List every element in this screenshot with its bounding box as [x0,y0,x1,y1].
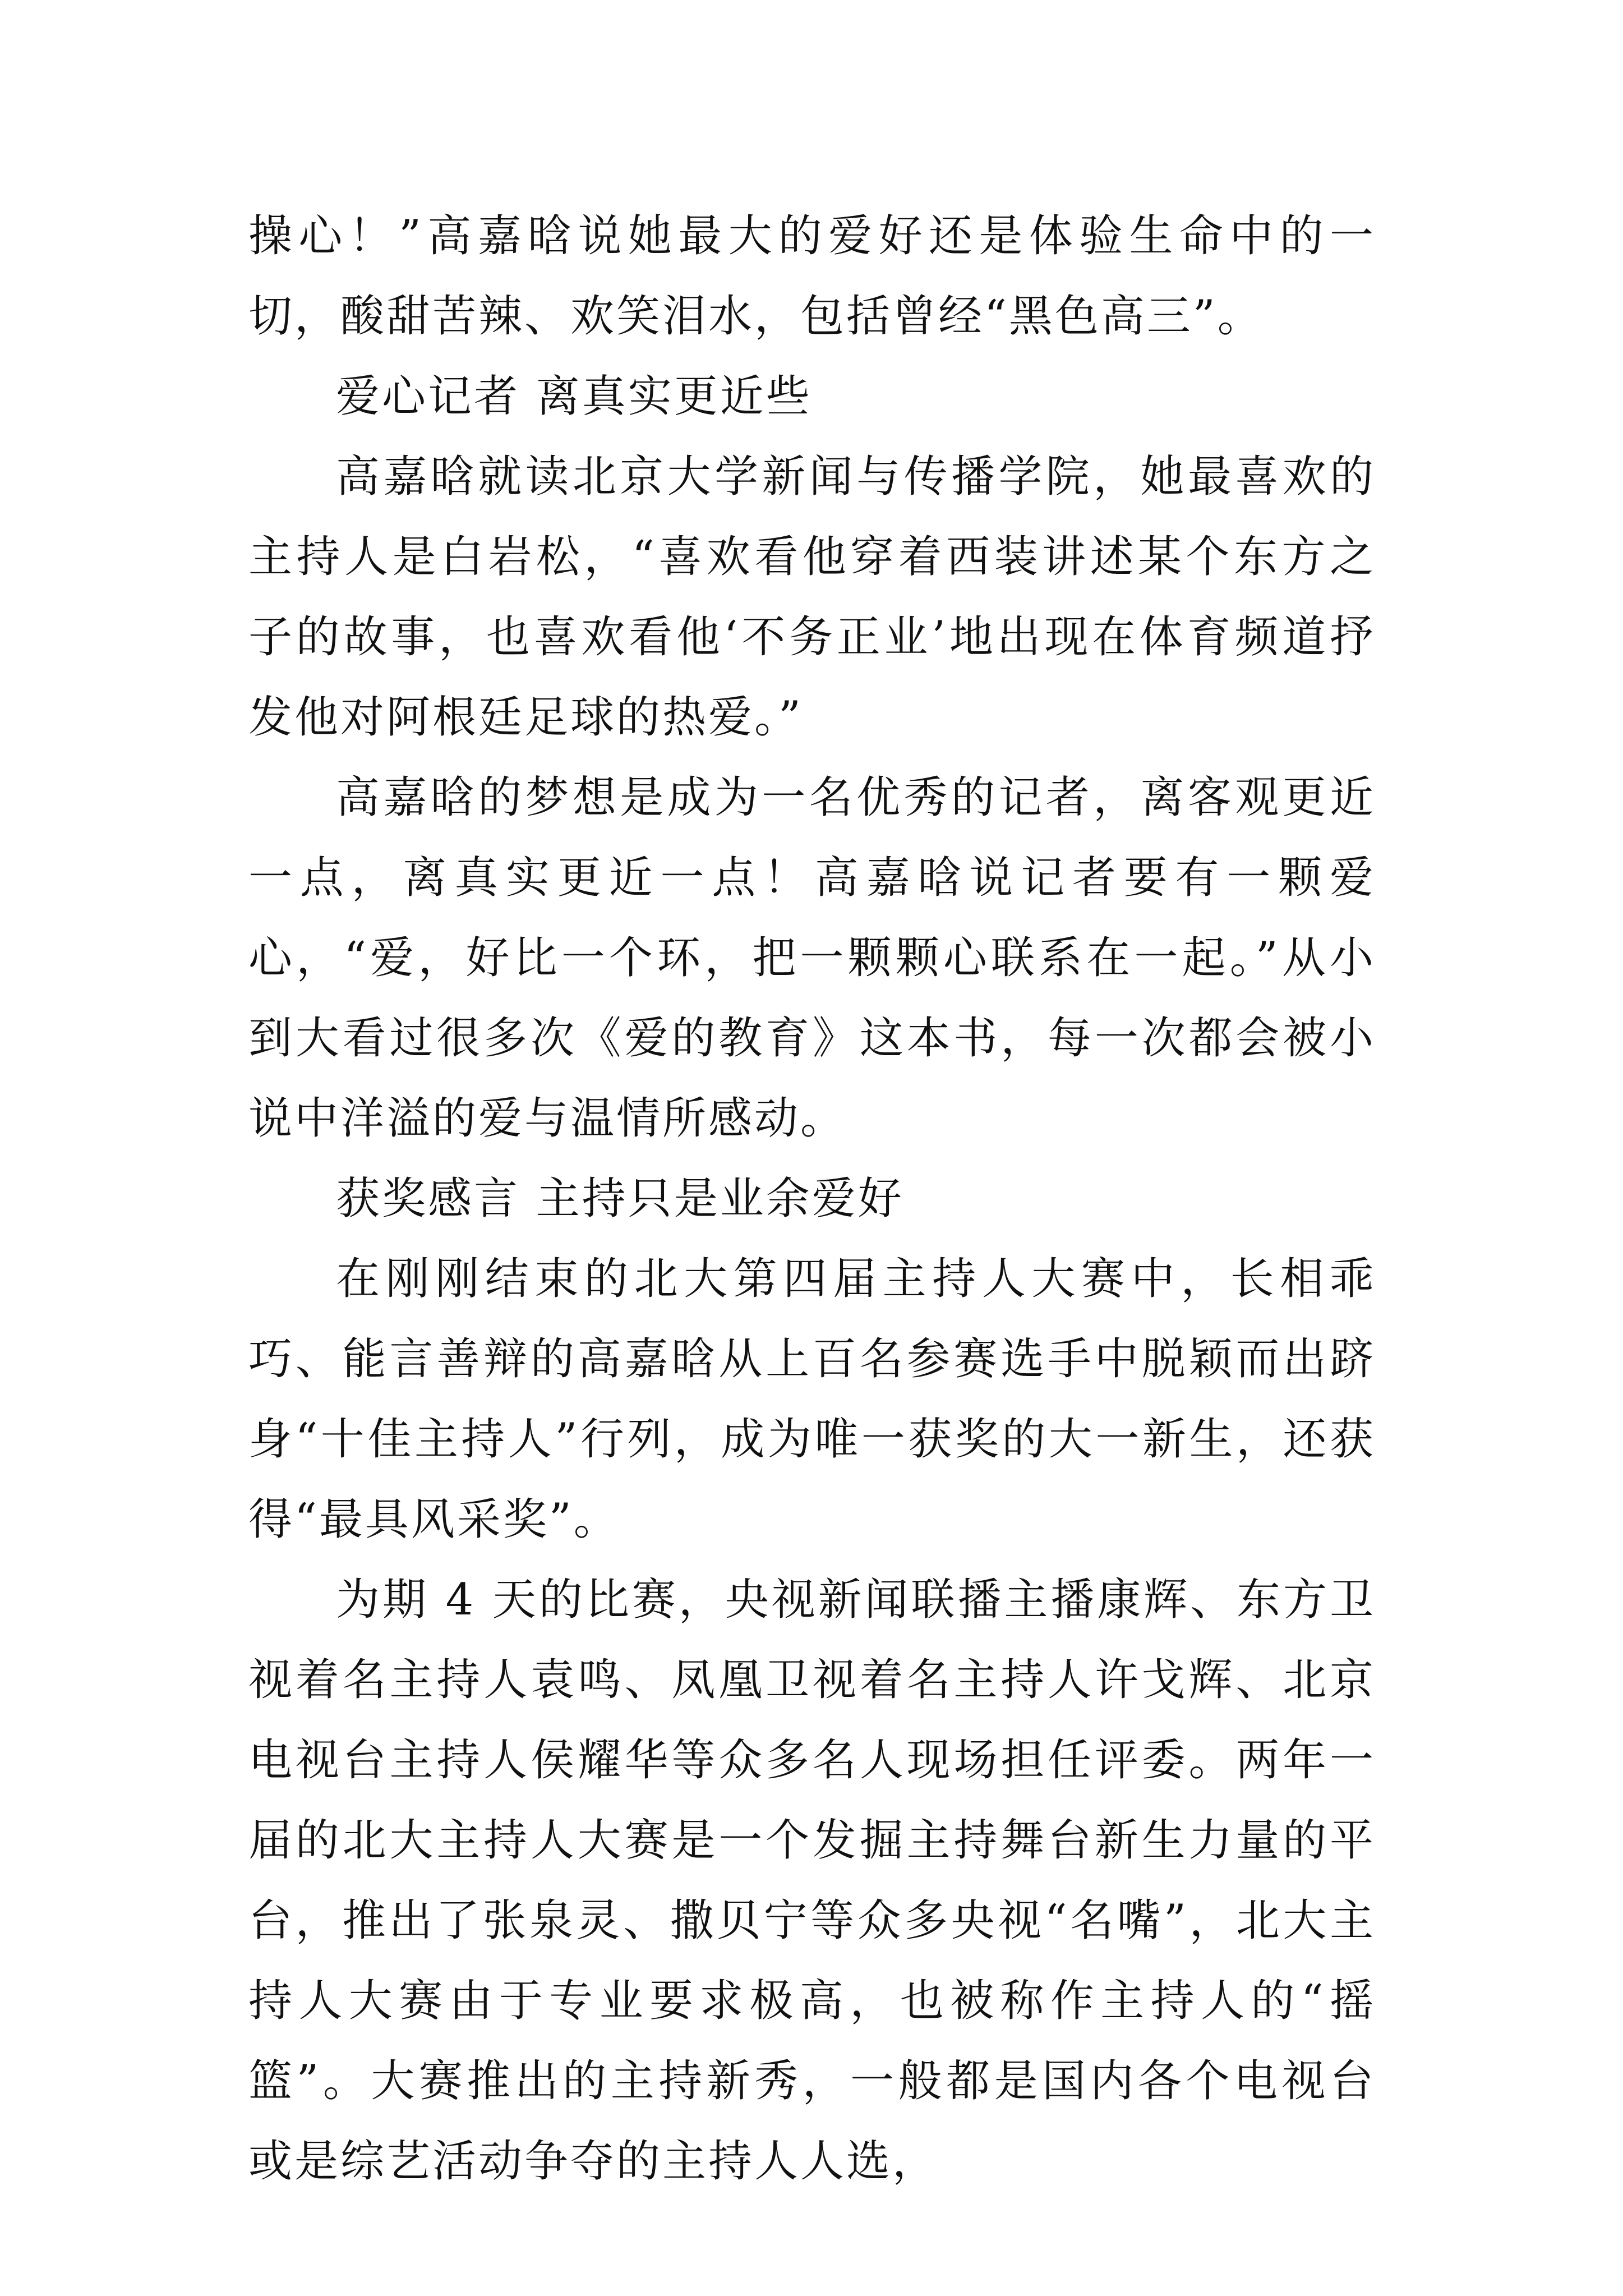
paragraph-host-contest: 在刚刚结束的北大第四届主持人大赛中，长相乖巧、能言善辩的高嘉晗从上百名参赛选手中脱颖而出跻身“十佳主持人”行列，成为唯一获奖的大一新生，还获得“最具风采奖”。 [248,1254,1376,1545]
paragraph-contest-judges: 为期 4 天的比赛，央视新闻联播主播康辉、东方卫视着名主持人袁鸣、凤凰卫视着名主持人许戈辉、北京电视台主持人侯耀华等众多名人现场担任评委。两年一届的北大主持人大赛是一个发掘主持舞台新生力量的平台，推出了张泉灵、撒贝宁等众多央视“名嘴”，北大主持人大赛由于专业要求极高，也被称作主持人的“摇篮”。大赛推出的主持新秀，一般都是国内各个电视台或是综艺活动争夺的主持人人选， [248,1575,1376,2187]
article-body [248,196,1376,2202]
section-heading-award-remarks: 获奖感言 主持只是业余爱好 [336,1174,904,1224]
paragraph-favorite-host: 高嘉晗就读北京大学新闻与传播学院，她最喜欢的主持人是白岩松，“喜欢看他穿着西装讲述某个东方之子的故事，也喜欢看他‘不务正业’地出现在体育频道抒发他对阿根廷足球的热爱。” [248,452,1376,743]
paragraph-continuation: 操心！”高嘉晗说她最大的爱好还是体验生命中的一切，酸甜苦辣、欢笑泪水，包括曾经“黑色高三”。 [248,211,1376,342]
section-heading-caring-reporter: 爱心记者 离真实更近些 [336,371,812,422]
paragraph-dream-reporter: 高嘉晗的梦想是成为一名优秀的记者，离客观更近一点，离真实更近一点！高嘉晗说记者要有一颗爱心，“爱，好比一个环，把一颗颗心联系在一起。”从小到大看过很多次《爱的教育》这本书，每一次都会被小说中洋溢的爱与温情所感动。 [248,772,1376,1144]
